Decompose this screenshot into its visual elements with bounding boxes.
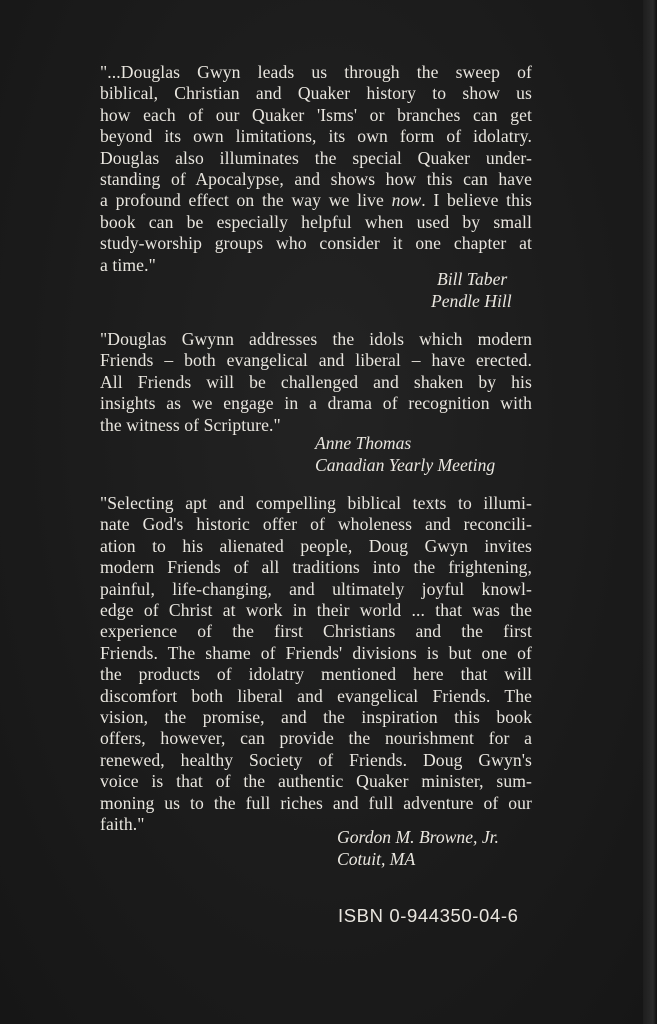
- quote-line: Douglas also illuminates the special Quaker under-: [100, 147, 532, 168]
- quote-line: book can be especially helpful when used by small: [100, 211, 532, 232]
- quote-3-affiliation: Cotuit, MA: [337, 849, 416, 869]
- quote-line: nate God's historic offer of wholeness and reconcili-: [100, 514, 532, 535]
- quote-line: ation to his alienated people, Doug Gwyn invites: [100, 535, 532, 556]
- quote-line: Friends. The shame of Friends' divisions is but one of: [100, 642, 532, 663]
- quote-1-author: Bill Taber: [437, 269, 508, 289]
- quote-line: experience of the first Christians and the first: [100, 621, 532, 642]
- isbn-number: ISBN 0-944350-04-6: [338, 905, 519, 926]
- quote-line: biblical, Christian and Quaker history to show us: [100, 83, 532, 104]
- quote-line: a profound effect on the way we live now. I believe this: [100, 190, 532, 211]
- quote-line: how each of our Quaker 'Isms' or branches can get: [100, 104, 532, 125]
- quote-line: the products of idolatry mentioned here that will: [100, 664, 532, 685]
- quote-line: renewed, healthy Society of Friends. Doug Gwyn's: [100, 749, 532, 770]
- quote-2-affiliation: Canadian Yearly Meeting: [315, 455, 496, 475]
- quote-line: offers, however, can provide the nourishment for a: [100, 728, 532, 749]
- quote-1-affiliation: Pendle Hill: [431, 291, 512, 311]
- quote-line: "Douglas Gwynn addresses the idols which modern: [100, 329, 532, 349]
- quote-line: moning us to the full riches and full adventure of our: [100, 792, 532, 813]
- quote-line: Friends – both evangelical and liberal – have erected.: [100, 350, 532, 371]
- endorsement-quote-2: [100, 329, 532, 436]
- quote-line: vision, the promise, and the inspiration this book: [100, 707, 532, 728]
- quote-line: painful, life-changing, and ultimately joyful knowl-: [100, 578, 532, 599]
- emphasis-text: now: [391, 190, 422, 211]
- endorsement-quote-3: [100, 493, 532, 836]
- quote-line: study-worship groups who consider it one chapter at: [100, 233, 532, 254]
- quote-3-author: Gordon M. Browne, Jr.: [337, 827, 499, 847]
- quote-line: faith.": [100, 814, 145, 835]
- quote-line: voice is that of the authentic Quaker minister, sum-: [100, 771, 532, 792]
- quote-line: modern Friends of all traditions into the frightening,: [100, 557, 532, 578]
- cover-spine-edge: [643, 0, 657, 1024]
- quote-line: a time.": [100, 254, 156, 275]
- quote-line: edge of Christ at work in their world ... that was the: [100, 600, 532, 621]
- quote-2-author: Anne Thomas: [315, 433, 412, 453]
- quote-line: the witness of Scripture.": [100, 414, 281, 435]
- quote-line: "...Douglas Gwyn leads us through the sweep of: [100, 62, 532, 82]
- quote-line: discomfort both liberal and evangelical Friends. The: [100, 685, 532, 706]
- quote-line: "Selecting apt and compelling biblical texts to illumi-: [100, 493, 532, 513]
- quote-line: insights as we engage in a drama of recognition with: [100, 393, 532, 414]
- quote-line: standing of Apocalypse, and shows how this can have: [100, 169, 532, 190]
- quote-line: All Friends will be challenged and shaken by his: [100, 371, 532, 392]
- quote-line: beyond its own limitations, its own form of idolatry.: [100, 126, 532, 147]
- endorsement-quote-1: [100, 62, 532, 276]
